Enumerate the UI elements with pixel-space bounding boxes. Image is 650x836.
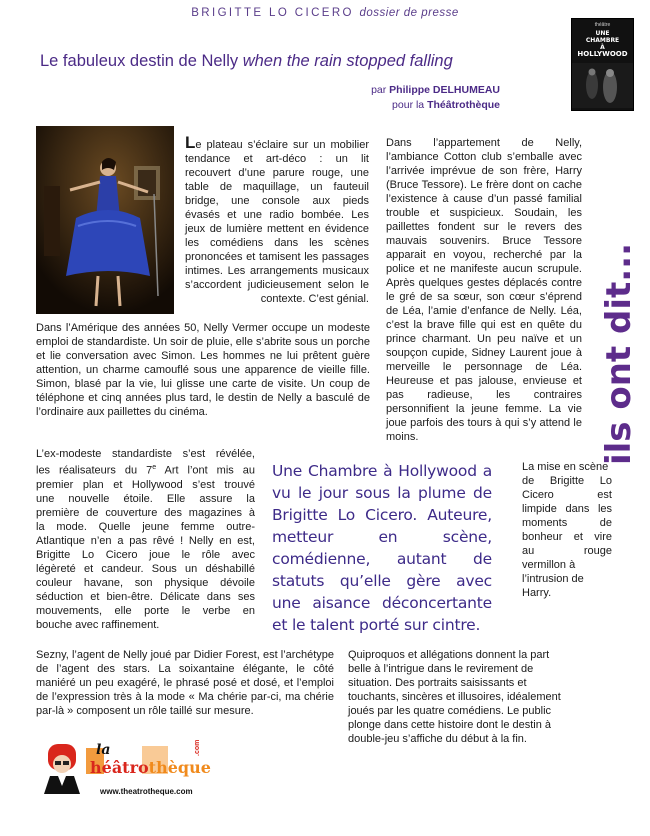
ex-modeste-line: une nouvelle étoile. Elle assure la — [36, 492, 255, 505]
mise-line: l’intrusion de — [522, 573, 584, 585]
title-main: Le fabuleux destin de Nelly — [40, 52, 243, 70]
intro-line-1 — [185, 133, 369, 152]
ex-modeste-text: les réalisateurs du 7 — [36, 464, 153, 477]
intro-line: contexte. C’est génial. — [260, 293, 369, 305]
byline-prefix: par — [371, 84, 390, 96]
intro-line: les comédiens dans les scènes — [185, 237, 369, 249]
header-line — [0, 7, 650, 19]
dropcap: L — [185, 133, 196, 152]
show-poster — [571, 18, 634, 111]
ex-modeste-line: couleur havane, son physique dévoile — [36, 576, 255, 589]
ex-modeste-line: bouche avec raffinement. — [36, 618, 160, 631]
mise-line: moments de — [522, 517, 612, 529]
side-label — [592, 242, 646, 466]
intro-line: s’accordent judicieusement selon le — [185, 279, 369, 291]
mise-line: La mise en scène — [522, 461, 609, 473]
ex-modeste-line: Brigitte Lo Cicero joue le rôle avec — [36, 548, 255, 561]
poster-top-text: théâtre — [594, 22, 611, 28]
ex-modeste-line: mouvements, elle porte le verbe en — [36, 604, 255, 617]
mise-line: limpide dans les — [522, 503, 612, 515]
mise-line: Cicero est — [522, 489, 612, 501]
intro-line: table de maquillage, un fauteuil — [185, 181, 369, 193]
ex-modeste-line: premier plan et Hollywood s’est trouvé — [36, 478, 255, 491]
ex-modeste-line: séduction et bien-être. Délicate dans ses — [36, 590, 255, 603]
stage-photo — [36, 126, 174, 314]
intro-line: intimes. Les arrangements musicaux — [185, 265, 369, 277]
ex-modeste-line — [36, 461, 255, 478]
article-title — [40, 52, 453, 71]
logo-url: www.theatrotheque.com — [100, 787, 193, 796]
mise-line: Harry. — [522, 587, 552, 599]
paragraph-mise-en-scene — [522, 460, 612, 600]
mise-line: bonheur et vire — [522, 531, 612, 543]
intro-paragraph — [185, 133, 369, 306]
mise-line: vermillon à — [522, 559, 576, 571]
mise-line: au rouge — [522, 545, 612, 557]
stage-photo-image — [36, 126, 174, 314]
theatrotheque-mascot-icon — [38, 742, 86, 794]
intro-line: évasés et une radio bombée. Les — [185, 209, 369, 221]
intro-line: recouvert d’une parure rouge, une — [185, 167, 369, 179]
title-italic: when the rain stopped falling — [242, 52, 453, 70]
paragraph-ex-modeste — [36, 447, 255, 632]
superscript-e: e — [152, 464, 157, 471]
byline-for-prefix: pour la — [392, 99, 428, 111]
mise-line: de Brigitte Lo — [522, 475, 612, 487]
poster-title-line-3: À — [600, 44, 605, 51]
byline-author: Philippe DELHUMEAU — [389, 84, 500, 96]
intro-line: bridge, une console aux pieds — [185, 195, 369, 207]
ex-modeste-line: la mode. Quelle jeune femme outre- — [36, 520, 255, 533]
intro-text: e plateau s’éclaire sur un mobilier — [195, 139, 369, 151]
intro-line: tendance et art-déco : un lit — [185, 153, 369, 165]
logo-la: la — [96, 742, 111, 758]
header-subtitle: dossier de presse — [359, 7, 459, 19]
pull-quote: Une Chambre à Hollywood a vu le jour sous la plume de Brigitte Lo Cicero. Auteure, metteur en scène, comédienne, autant de statuts qu’elle gère avec une aisance déconcertante et le talent porté sur cintre. — [272, 461, 492, 634]
paragraph-sezny: Sezny, l’agent de Nelly joué par Didier Forest, est l’archétype de l’agent des stars. La soixantaine élégante, le côté maniéré un peu exagéré, le phrasé posé et dosé, et l’emploi de l’expression très à la mode « Ma chérie par-ci, ma chérie par-là » composent un rôle taillé sur mesure. — [36, 649, 334, 717]
header-name: BRIGITTE LO CICERO — [191, 7, 354, 19]
paragraph-america: Dans l’Amérique des années 50, Nelly Vermer occupe un modeste emploi de standardiste. Un soir de pluie, elle s’abrite sous un porche et lie conversation avec Simon. Les hommes ne lui prêtent guère attention, un charme camouflé sous une apparence de vieille fille. Simon, blasé par la vie, lui glisse une carte de visite. Un coup de téléphone et cinq années plus tard, le destin de Nelly a basculé de l’ordinaire aux paillettes du cinéma. — [36, 322, 370, 418]
paragraph-appartement: Dans l’appartement de Nelly, l’ambiance Cotton club s’emballe avec l’arrivée imprévue de son frère, Harry (Bruce Tessore). Le frère dont on cache l’existence à cause d’un passé familial trouble et suspicieux. Soudain, les paillettes fondent sur le revers des mauvais souvenirs. Bruce Tessore apparait en voyou, recherché par la police et ne manifeste aucun scrupule. Après quelques gestes déplacés contre le gré de sa sœur, son cœur s’éprend de Léa, l’amie d’enfance de Nelly. Léa, c’est la brave fille qui est en quête du prince charmant. Un peu naïve et un soupçon cupide, Sidney Laurent joue à merveille le personnage de Léa. Heureuse et pas jalouse, envieuse et pas radieuse, les contraires personnifient la jeune femme. La vie joue parfois des tours à qui s’y attend le moins. — [386, 137, 582, 443]
poster-title-line-4: HOLLYWOOD — [577, 50, 628, 58]
intro-line: prononcées et tamisent les passages — [185, 251, 369, 263]
byline-outlet: Théâtrothèque — [427, 99, 500, 111]
logo-word-a: héâtro — [90, 758, 149, 777]
ex-modeste-line: L’ex-modeste standardiste s’est révélée, — [36, 448, 255, 460]
logo-word-b: thèque — [148, 758, 211, 777]
side-label-text: ils ont dit... — [599, 242, 639, 466]
ex-modeste-line: première de couverture des magazines à — [36, 506, 255, 519]
logo-com: .com — [194, 739, 201, 756]
ex-modeste-line: légèreté et candeur. Sous un déshabillé — [36, 562, 255, 575]
byline — [371, 83, 500, 113]
ex-modeste-text: Art l’ont mis au — [156, 464, 255, 477]
ex-modeste-line: Atlantique n’en a pas rêvé ! Nelly en est, — [36, 534, 255, 547]
poster-title-line-1: UNE — [595, 30, 610, 37]
paragraph-quiproquos: Quiproquos et allégations donnent la part belle à l’intrigue dans le revirement de situation. Des portraits saisissants et touchants, sincères et illusoires, idéalement joués par les quatre comédiens. Le public plonge dans cette histoire dont le destin à double-jeu s’affiche du début à la fin. — [348, 649, 561, 745]
intro-line: jeux de lumière mettent en évidence — [185, 223, 369, 235]
poster-title-line-2: CHAMBRE — [585, 37, 620, 44]
poster-figure-image — [572, 63, 633, 108]
